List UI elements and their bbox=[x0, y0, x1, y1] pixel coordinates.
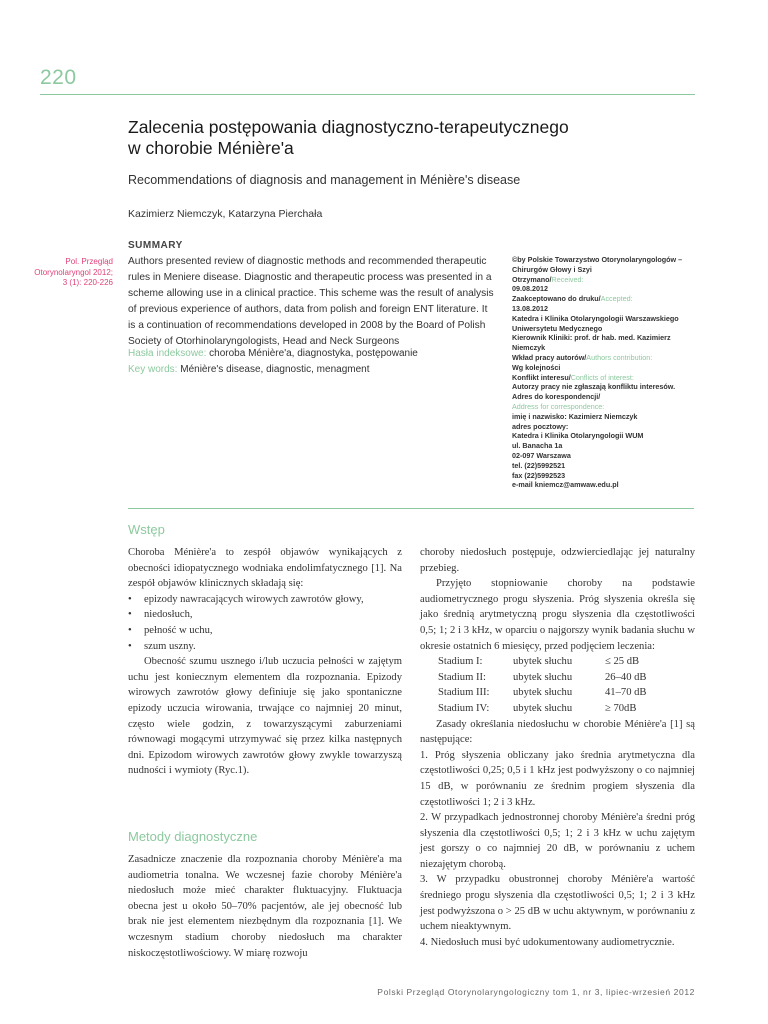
conflict-label-en: Conflicts of interest: bbox=[570, 372, 634, 382]
authors: Kazimierz Niemczyk, Katarzyna Pierchała bbox=[128, 208, 323, 220]
institution: Katedra i Klinika Otolaryngologii Warszawskiego Uniwersytetu Medycznego bbox=[512, 313, 679, 333]
stages-table bbox=[438, 654, 647, 716]
stage-value: 26–40 dB bbox=[605, 671, 647, 683]
keywords-en-value: Ménière's disease, diagnostic, menagment bbox=[180, 364, 370, 375]
right-paragraph-2: Przyjęto stopniowanie choroby na podstawie audiometrycznego progu słyszenia. Próg słyszenia określa się jako średnią arytmetyczną progu słyszenia dla częstotliwości 0,5; 1; 2 i 3 kHz, w oparciu o najgorszy wynik badania słuchu w okresie ostatnich 6 miesięcy, przed podjęciem leczenia: bbox=[420, 578, 695, 652]
contribution-label bbox=[512, 353, 702, 363]
intro-paragraph-2: Obecność szumu usznego i/lub uczucia pełności w zajętym uchu jest koniecznym elementem dla rozpoznania. Epizody wirowych zawrotów głowy definiuje się jako spontaniczne epizody uczucia wirowania, trwające co najmniej 20 minut, często wiele godzin, z towarzyszącymi zaburzeniami równowagi mogącymi utrzymywać się przez kilka następnych dni. Epizodom wirowych zawrotów głowy zwykle towarzyszą nudności i wymioty (Ryc.1). bbox=[128, 656, 402, 777]
stage-value: ≤ 25 dB bbox=[605, 656, 640, 668]
top-divider bbox=[40, 94, 695, 95]
summary-text: Authors presented review of diagnostic methods and recommended therapeutic rules in Meniere disease. Diagnostic and therapeutic process was presented in a scheme allowing use in a clinical practice. This scheme was the result of analysis of previous experience of authors, data from polish and foreign ENT literature. It is a continuation of recommendations developed in 2008 by the Board of Polish Society of Otorhinolaryngologists, Head and Neck Surgeons bbox=[128, 256, 494, 347]
keywords-pl-label: Hasła indeksowe: bbox=[128, 348, 207, 359]
address-line-3: 02-097 Warszawa bbox=[512, 450, 571, 460]
title-line-1: Zalecenia postępowania diagnostyczno-terapeutycznego bbox=[128, 117, 569, 137]
table-row bbox=[438, 670, 647, 686]
address-label-pl: Adres do korespondencji/ bbox=[512, 392, 601, 402]
received-label bbox=[512, 275, 702, 285]
right-column bbox=[420, 545, 695, 950]
right-paragraph-1: choroby niedosłuch postępuje, odzwierciedlając jej naturalny przebieg. bbox=[420, 547, 695, 574]
rule-2: 2. W przypadkach jednostronnej choroby Ménière'a średni próg słyszenia dla częstotliwości 0,5; 1; 2 i 3 kHz w uchu zajętym jest gorszy o co najmniej 20 dB, w porównaniu z uchem niezajętym chorobą. bbox=[420, 812, 695, 870]
correspondent-name: imię i nazwisko: Kazimierz Niemczyk bbox=[512, 411, 638, 421]
symptom-list bbox=[128, 592, 402, 654]
table-row bbox=[438, 701, 647, 717]
received-label-en: Received: bbox=[551, 274, 584, 284]
fax: fax (22)5992523 bbox=[512, 470, 566, 480]
accepted-label bbox=[512, 294, 702, 304]
conflict-value: Autorzy pracy nie zgłaszają konfliktu interesów. bbox=[512, 382, 676, 392]
received-date: 09.08.2012 bbox=[512, 284, 548, 294]
intro-paragraph-1: Choroba Ménière'a to zespół objawów wynikających z obecności idiopatycznego wodniaka endolimfatycznego [1]. Na zespół objawów klinicznych składają się: bbox=[128, 547, 402, 590]
citation-line-2: Otorynolaryngol 2012; bbox=[34, 267, 113, 277]
contribution-label-pl: Wkład pracy autorów/ bbox=[512, 352, 587, 362]
article-title bbox=[128, 117, 688, 159]
address-label-en: Address for correspondence: bbox=[512, 401, 605, 411]
conflict-label bbox=[512, 373, 702, 383]
keywords-en-label: Key words: bbox=[128, 364, 178, 375]
symptom-item: • niedosłuch, bbox=[128, 607, 402, 623]
stage-cell: Stadium II: bbox=[438, 671, 486, 683]
symptom-item: • szum uszny. bbox=[128, 639, 402, 655]
stage-desc: ubytek słuchu bbox=[513, 687, 573, 699]
received-label-pl: Otrzymano/ bbox=[512, 274, 552, 284]
symptom-item: • epizody nawracających wirowych zawrotów głowy, bbox=[128, 592, 402, 608]
citation-line-3: 3 (1): 220-226 bbox=[62, 278, 113, 287]
methods-paragraph-1: Zasadnicze znaczenie dla rozpoznania choroby Ménière'a ma audiometria tonalna. We wczesnej fazie choroby Ménière'a niedosłuch może mieć charakter fluktuacyjny. Fluktuacja obecna jest u około 50–70% pacjentów, ale jej obecność lub brak nie jest elementem niezbędnym dla rozpoznania [1]. We wczesnym stadium choroby niedosłuch ma charakter niskoczęstotliwościowy. W miarę rozwoju bbox=[128, 854, 402, 959]
summary-heading: SUMMARY bbox=[128, 240, 183, 251]
table-row bbox=[438, 685, 647, 701]
citation bbox=[20, 257, 113, 289]
section-divider bbox=[128, 508, 694, 509]
stage-cell: Stadium IV: bbox=[438, 702, 490, 714]
left-column-methods bbox=[128, 852, 402, 961]
stage-cell: Stadium III: bbox=[438, 687, 490, 699]
intro-heading: Wstęp bbox=[128, 522, 165, 537]
right-paragraph-3: Zasady określania niedosłuchu w chorobie Ménière'a [1] są następujące: bbox=[420, 718, 695, 746]
copyright: ©by Polskie Towarzystwo Otorynolaryngologów – Chirurgów Głowy i Szyi bbox=[512, 255, 683, 274]
accepted-label-pl: Zaakceptowano do druku/ bbox=[512, 294, 601, 304]
journal-footer: Polski Przegląd Otorynolaryngologiczny tom 1, nr 3, lipiec-wrzesień 2012 bbox=[377, 987, 695, 997]
rule-3: 3. W przypadku obustronnej choroby Ménière'a wartość średniego progu słyszenia dla częstotliwości 0,5; 1; 2 i 3 kHz jest podwyższona o > 25 dB w uchu aktywnym, w porównaniu z uchem nieaktywnym. bbox=[420, 874, 695, 933]
methods-heading: Metody diagnostyczne bbox=[128, 829, 258, 844]
symptom-item: • pełność w uchu, bbox=[128, 623, 402, 639]
article-subtitle: Recommendations of diagnosis and management in Ménière's disease bbox=[128, 173, 521, 187]
address-line-2: ul. Banacha 1a bbox=[512, 441, 563, 451]
rule-4: 4. Niedosłuch musi być udokumentowany audiometrycznie. bbox=[420, 936, 675, 948]
keywords-en bbox=[128, 364, 496, 375]
contribution-label-en: Authors contribution: bbox=[586, 352, 653, 362]
keywords-pl-value: choroba Ménière'a, diagnostyka, postępowanie bbox=[209, 348, 418, 359]
phone: tel. (22)5992521 bbox=[512, 460, 566, 470]
address-line-1: Katedra i Klinika Otolaryngologii WUM bbox=[512, 431, 644, 441]
left-column-intro bbox=[128, 545, 402, 779]
accepted-date: 13.08.2012 bbox=[512, 303, 548, 313]
accepted-label-en: Accepted: bbox=[600, 294, 633, 304]
table-row bbox=[438, 654, 647, 670]
clinic-head: Kierownik Kliniki: prof. dr hab. med. Kazimierz Niemczyk bbox=[512, 333, 671, 353]
citation-line-1: Pol. Przegląd bbox=[65, 257, 113, 266]
title-line-2: w chorobie Ménière'a bbox=[128, 138, 294, 158]
article-metadata bbox=[512, 255, 702, 490]
page-number: 220 bbox=[40, 66, 77, 89]
stage-desc: ubytek słuchu bbox=[513, 702, 573, 714]
contribution-value: Wg kolejności bbox=[512, 362, 561, 372]
stage-cell: Stadium I: bbox=[438, 656, 483, 668]
postal-label: adres pocztowy: bbox=[512, 421, 569, 431]
stage-desc: ubytek słuchu bbox=[513, 671, 573, 683]
conflict-label-pl: Konflikt interesu/ bbox=[512, 372, 571, 382]
stage-value: ≥ 70dB bbox=[605, 702, 637, 714]
email: e-mail kniemcz@amwaw.edu.pl bbox=[512, 480, 619, 490]
rule-1: 1. Próg słyszenia obliczany jako średnia arytmetyczna dla częstotliwości 0,25; 0,5 i 1 kHz jest podwyższony o co najmniej 15 dB, w porównaniu ze średnim progiem słyszenia dla częstotliwości 1; 2 i 3 kHz. bbox=[420, 749, 695, 808]
stage-desc: ubytek słuchu bbox=[513, 656, 573, 668]
keywords-pl bbox=[128, 348, 496, 359]
stage-value: 41–70 dB bbox=[605, 687, 647, 699]
